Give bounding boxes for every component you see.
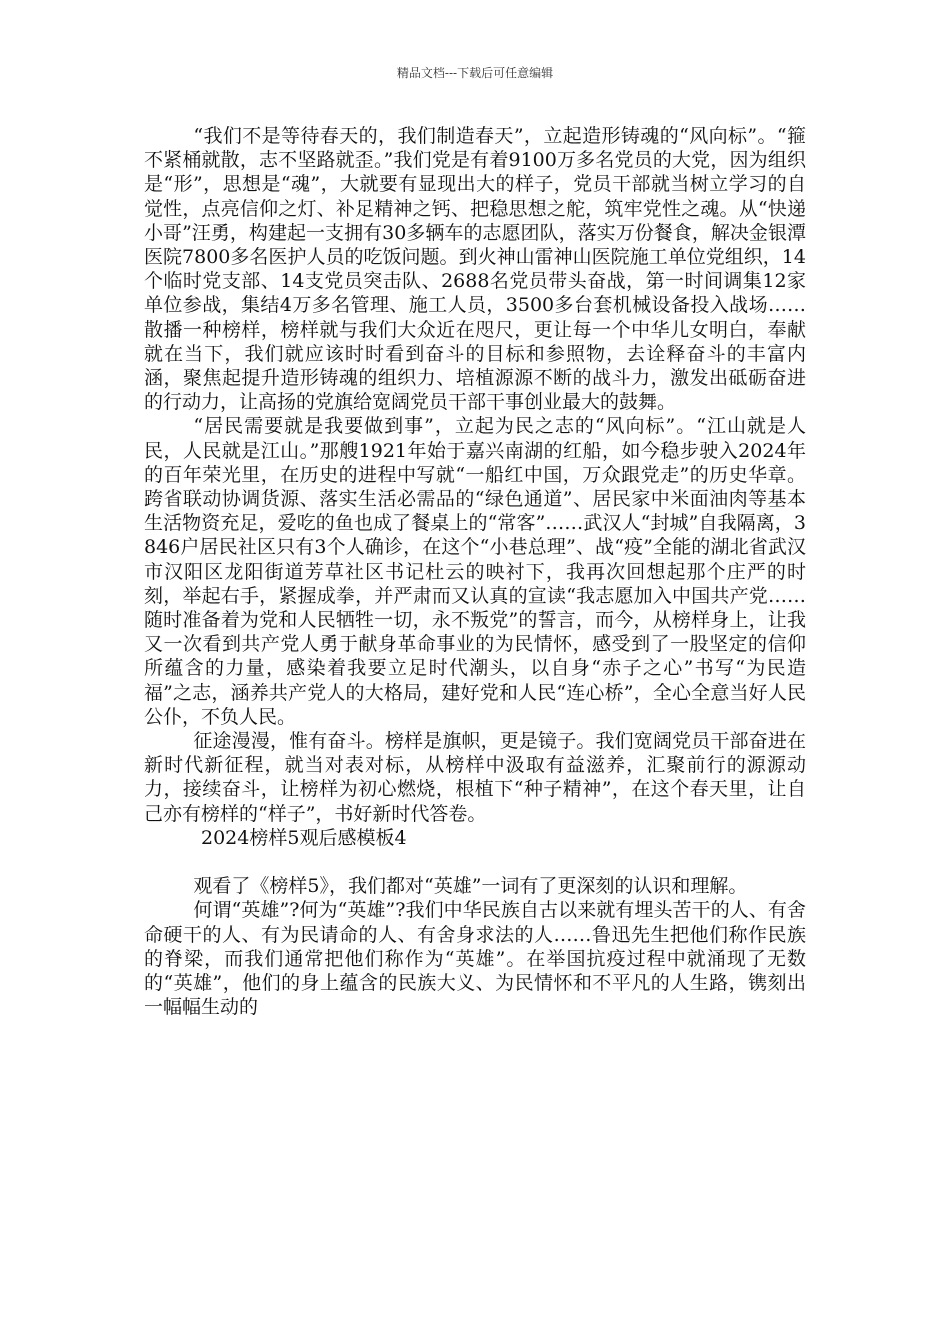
page-header: 精品文档---下载后可任意编辑: [396, 66, 554, 80]
paragraph-3: 征途漫漫，惟有奋斗。榜样是旗帜，更是镜子。我们宽阔党员干部奋进在新时代新征程，就当对表对标，从榜样中汲取有益滋养，汇聚前行的源源动力，接续奋斗，让榜样为初心燃烧，根植下“种子精神”，在这个春天里，让自己亦有榜样的“样子”，书好新时代答卷。: [144, 730, 806, 825]
paragraph-4: 观看了《榜样5》，我们都对“英雄”一词有了更深刻的认识和理解。: [193, 875, 748, 898]
paragraph-5: 何谓“英雄”?何为“英雄”?我们中华民族自古以来就有埋头苦干的人、有舍命硬干的人、有为民请命的人、有舍身求法的人……鲁迅先生把他们称作民族的脊梁，而我们通常把他们称作为“英雄”。在举国抗疫过程中就涌现了无数的“英雄”，他们的身上蕴含的民族大义、为民情怀和不平凡的人生路，镌刻出一幅幅生动的: [144, 899, 806, 1019]
paragraph-2: “居民需要就是我要做到事”，立起为民之志的“风向标”。“江山就是人民，人民就是江山。”那艘1921年始于嘉兴南湖的红船，如今稳步驶入2024年的百年荣光里，在历史的进程中写就“一船红中国，万众跟党走”的历史华章。跨省联动协调货源、落实生活必需品的“绿色通道”、居民家中米面油肉等基本生活物资充足，爱吃的鱼也成了餐桌上的“常客”……武汉人“封城”自我隔离，3846户居民社区只有3个人确诊，在这个“小巷总理”、战“疫”全能的湖北省武汉市汉阳区龙阳街道芳草社区书记杜云的映衬下，我再次回想起那个庄严的时刻，举起右手，紧握成拳，并严肃而又认真的宣读“我志愿加入中国共产党……随时准备着为党和人民牺牲一切，永不叛党”的誓言，而今，从榜样身上，让我又一次看到共产党人勇于献身革命事业的为民情怀，感受到了一股坚定的信仰所蕴含的力量，感染着我要立足时代潮头，以自身“赤子之心”书写“为民造福”之志，涵养共产党人的大格局，建好党和人民“连心桥”，全心全意当好人民公仆，不负人民。: [144, 415, 806, 728]
section-subheading: 2024榜样5观后感模板4: [201, 826, 407, 849]
blank-line: [144, 850, 806, 874]
paragraph-1: “我们不是等待春天的，我们制造春天”，立起造形铸魂的“风向标”。“箍不紧桶就散，志不坚路就歪。”我们党是有着9100万多名党员的大党，因为组织是“形”，思想是“魂”，大就要有显现出大的样子，党员干部就当树立学习的自觉性，点亮信仰之灯、补足精神之钙、把稳思想之舵，筑牢党性之魂。从“快递小哥”汪勇，构建起一支拥有30多辆车的志愿团队，落实万份餐食，解决金银潭医院7800多名医护人员的吃饭问题。到火神山雷神山医院施工单位党组织，14个临时党支部、14支党员突击队、2688名党员带头奋战，第一时间调集12家单位参战，集结4万多名管理、施工人员，3500多台套机械设备投入战场……散播一种榜样，榜样就与我们大众近在咫尺，更让每一个中华儿女明白，奉献就在当下，我们就应该时时看到奋斗的目标和参照物，去诠释奋斗的丰富内涵，聚焦起提升造形铸魂的组织力、培植源源不断的战斗力，激发出砥砺奋进的行动力，让高扬的党旗给宽阔党员干部干事创业最大的鼓舞。: [144, 125, 806, 414]
document-body: [144, 124, 806, 1019]
